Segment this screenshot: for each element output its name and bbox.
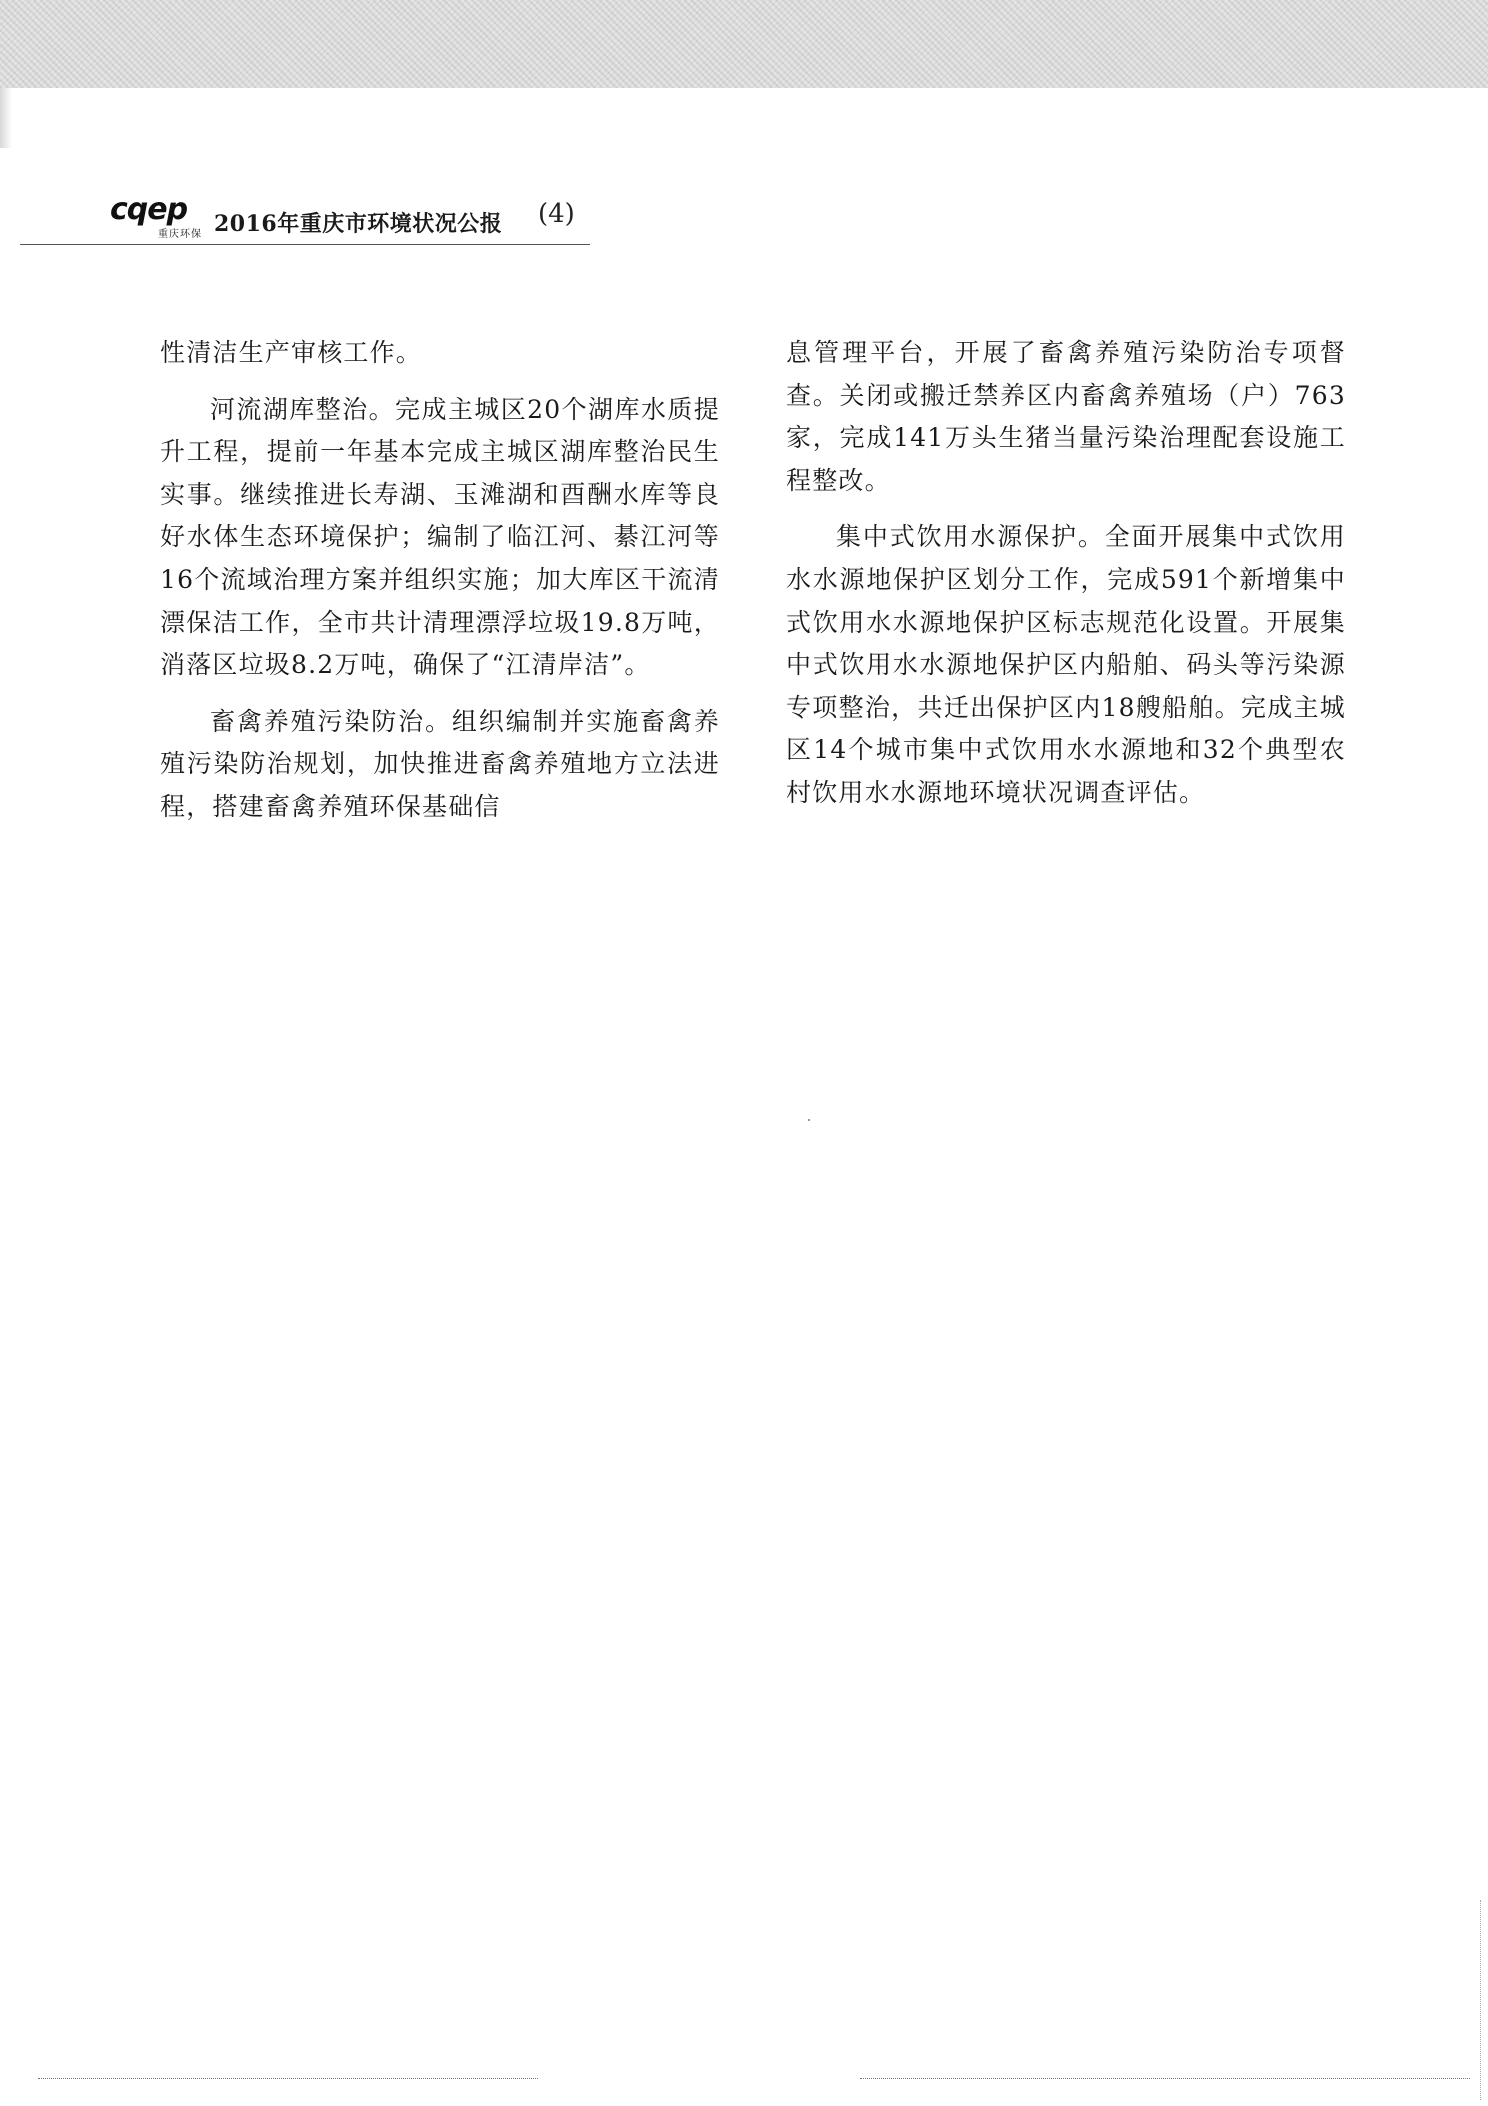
cqep-logo	[110, 192, 220, 241]
right-paragraph-1: 息管理平台，开展了畜禽养殖污染防治专项督查。关闭或搬迁禁养区内畜禽养殖场（户）763家，完成141万头生猪当量污染治理配套设施工程整改。	[786, 338, 1346, 495]
scan-right-edge	[1480, 1900, 1481, 2100]
left-paragraph-1: 性清洁生产审核工作。	[160, 338, 423, 367]
logo-subtitle: 重庆环保	[158, 229, 202, 240]
report-title: 2016年重庆市环境状况公报	[214, 211, 503, 237]
header-rule	[20, 244, 590, 245]
logo-mark: cqep	[110, 192, 188, 227]
scan-edge-shadow	[0, 88, 12, 148]
left-paragraph-2: 河流湖库整治。完成主城区20个湖库水质提升工程，提前一年基本完成主城区湖库整治民生实事。继续推进长寿湖、玉滩湖和酉酬水库等良好水体生态环境保护；编制了临江河、綦江河等16个流域治理方案并组织实施；加大库区干流清漂保洁工作，全市共计清理漂浮垃圾19.8万吨，消落区垃圾8.2万吨，确保了“江清岸洁”。	[160, 394, 720, 680]
page-header	[20, 192, 660, 245]
footer-rule-right	[860, 2078, 1470, 2079]
right-column	[786, 332, 1346, 815]
page-number: (4)	[538, 199, 575, 229]
right-paragraph-2: 集中式饮用水源保护。全面开展集中式饮用水水源地保护区划分工作，完成591个新增集中式饮用水水源地保护区标志规范化设置。开展集中式饮用水水源地保护区内船舶、码头等污染源专项整治，共迁出保护区内18艘船舶。完成主城区14个城市集中式饮用水水源地和32个典型农村饮用水水源地环境状况调查评估。	[786, 522, 1346, 807]
left-paragraph-3: 畜禽养殖污染防治。组织编制并实施畜禽养殖污染防治规划，加快推进畜禽养殖地方立法进程，搭建畜禽养殖环保基础信	[160, 706, 720, 821]
footer-rule-left	[38, 2078, 538, 2079]
scan-noise-band	[0, 0, 1488, 88]
scan-speck	[808, 1119, 810, 1121]
left-column	[160, 332, 720, 829]
